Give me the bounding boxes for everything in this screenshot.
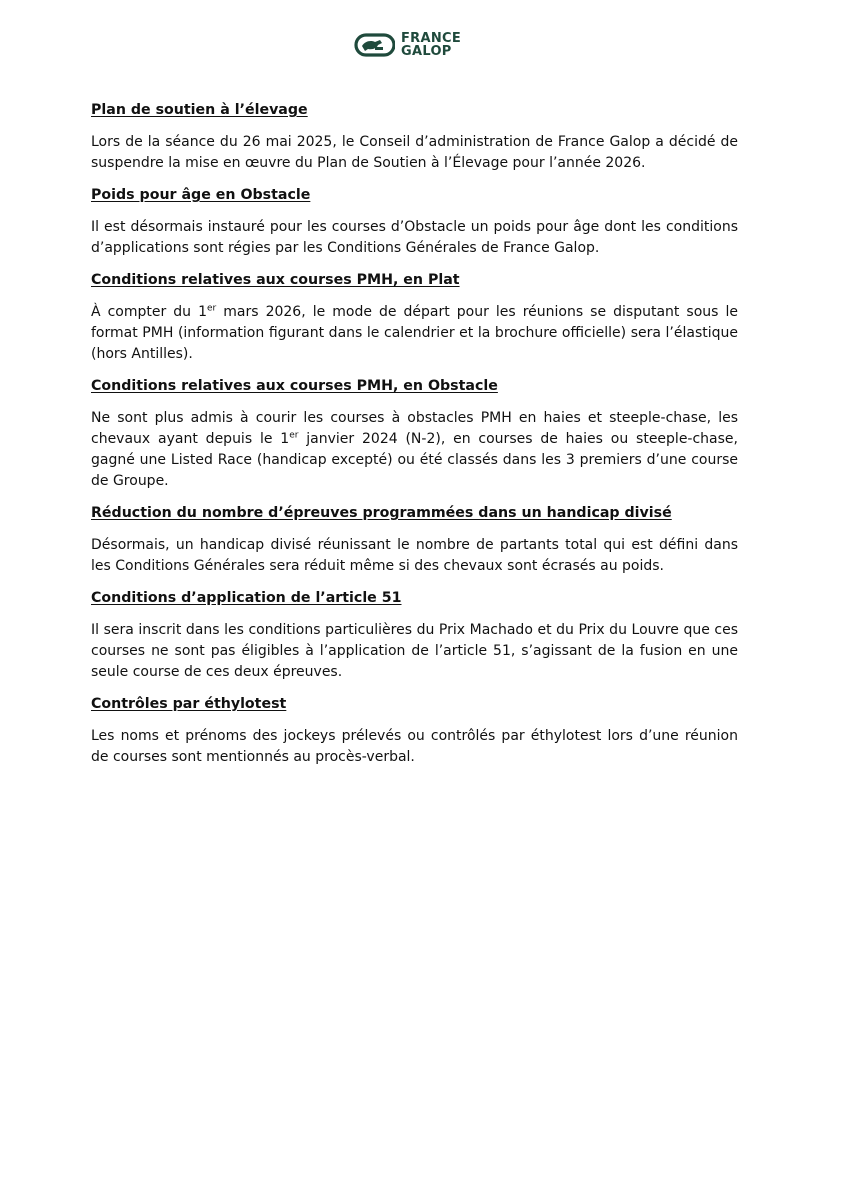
section-body: Les noms et prénoms des jockeys prélevés ou contrôlés par éthylotest lors d’une réunion de courses sont mentionnés au procès-verbal.	[91, 728, 738, 765]
section-title: Plan de soutien à l’élevage	[91, 102, 308, 118]
section-title: Contrôles par éthylotest	[91, 696, 287, 712]
logo-wordmark	[401, 32, 461, 58]
section-title: Poids pour âge en Obstacle	[91, 187, 311, 203]
section-body: À compter du 1er mars 2026, le mode de départ pour les réunions se disputant sous le format PMH (information figurant dans le calendrier et la brochure officielle) sera l’élastique (hors Antilles).	[91, 303, 738, 362]
section-title: Réduction du nombre d’épreuves programmées dans un handicap divisé	[91, 505, 672, 521]
logo-line-1: FRANCE	[401, 31, 462, 46]
section-title: Conditions d’application de l’article 51	[91, 590, 402, 606]
section-body: Il sera inscrit dans les conditions particulières du Prix Machado et du Prix du Louvre que ces courses ne sont pas éligibles à l’application de l’article 51, s’agissant de la fusion en une seule course de ces deux épreuves.	[91, 622, 738, 680]
logo-line-2: GALOP	[401, 44, 452, 59]
section-body: Désormais, un handicap divisé réunissant le nombre de partants total qui est défini dans les Conditions Générales sera réduit même si des chevaux sont écrasés au poids.	[91, 537, 738, 574]
section-body: Ne sont plus admis à courir les courses à obstacles PMH en haies et steeple-chase, les chevaux ayant depuis le 1er janvier 2024 (N-2), en courses de haies ou steeple-chase, gagné une Listed Race (handicap excepté) ou été classés dans les 3 premiers d’une course de Groupe.	[91, 410, 738, 489]
france-galop-logo	[353, 30, 461, 60]
section-body: Lors de la séance du 26 mai 2025, le Conseil d’administration de France Galop a décidé de suspendre la mise en œuvre du Plan de Soutien à l’Élevage pour l’année 2026.	[91, 134, 738, 171]
france-galop-horse-emblem-icon	[353, 32, 395, 58]
section-title: Conditions relatives aux courses PMH, en Obstacle	[91, 378, 498, 394]
section-body: Il est désormais instauré pour les courses d’Obstacle un poids pour âge dont les conditions d’applications sont régies par les Conditions Générales de France Galop.	[91, 219, 738, 256]
document-body	[91, 100, 738, 779]
section-title: Conditions relatives aux courses PMH, en Plat	[91, 272, 460, 288]
